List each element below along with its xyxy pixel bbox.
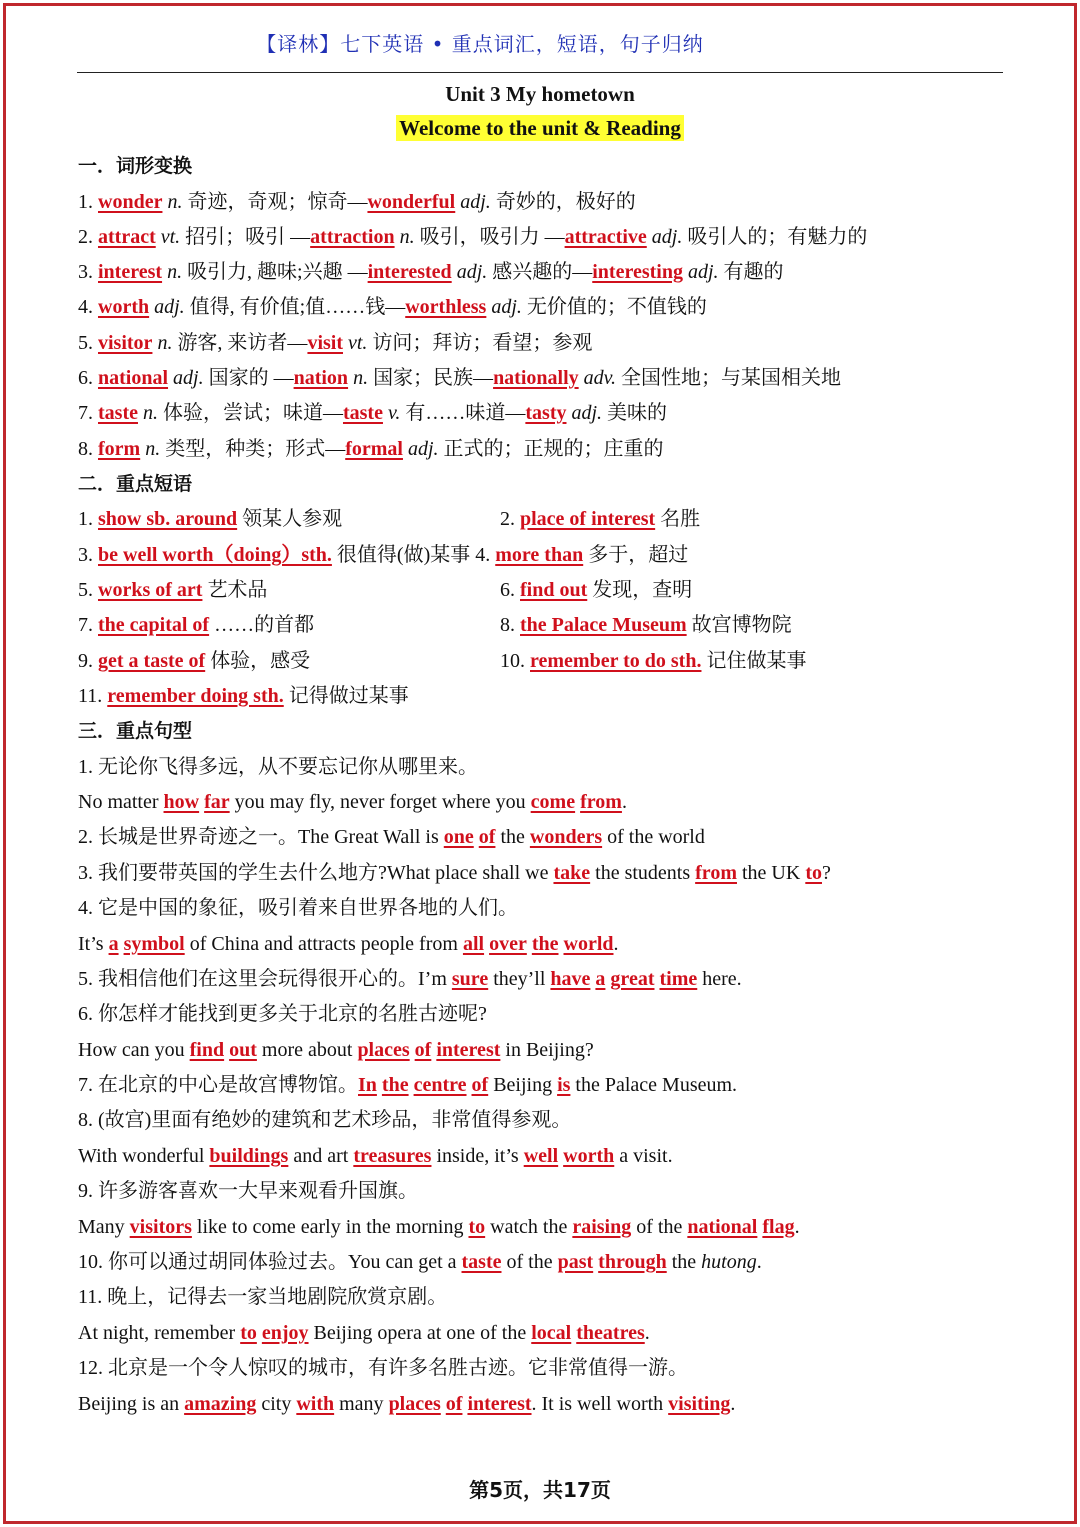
content-line [78,326,592,360]
part-of-speech: adj. [571,402,603,424]
line-text: 类型，种类；形式— [160,438,346,460]
line-text: 9. [78,650,98,672]
line-text: 12. 北京是一个令人惊叹的城市，有许多名胜古迹。它非常值得一游。 [78,1357,688,1379]
line-text: 2. [78,226,98,248]
content-line [78,1068,737,1102]
line-text: 正式的；正规的；庄重的 [438,438,664,460]
line-text: 奇妙的，极好的 [490,191,636,213]
line-text: 访问；拜访；看望；参观 [367,332,593,354]
line-text: 11. 晚上，记得去一家当地剧院欣赏京剧。 [78,1286,448,1308]
part-of-speech: hutong [701,1251,757,1273]
key-answer: wonders [529,826,603,848]
line-text: With wonderful [78,1145,210,1167]
part-of-speech: adj. [460,191,491,213]
line-text: 值得, 有价值;值……钱— [184,296,406,318]
line-text: 7. [78,402,98,424]
line-text: many [334,1393,389,1415]
line-text: 领某人参观 [237,508,343,530]
content-line [78,997,487,1031]
line-text: 3. [78,261,98,283]
part-of-speech: n. [145,438,161,460]
line-text: the students [590,862,696,884]
content-line [78,785,627,819]
content-line [78,1387,735,1421]
line-text: you may fly, never forget where you [229,791,531,813]
key-answer: of [445,1393,463,1415]
unit-title: Unit 3 My hometown [445,82,635,106]
content-line [78,538,688,572]
line-text: 10. 你可以通过胡同体验过去。You can get a [78,1251,462,1273]
line-text: 艺术品 [202,579,268,601]
key-answer: more than [495,544,584,566]
content-line [78,361,841,395]
key-answer: get a taste of [98,650,206,672]
key-answer: visiting [668,1393,731,1415]
key-answer: a [108,933,119,955]
part-of-speech: adj. [687,261,719,283]
key-answer: visit [307,332,343,354]
line-text: 很值得(做)某事 4. [331,544,496,566]
key-answer: the Palace Museum [520,614,687,636]
section-heading-phrases: 二．重点短语 [78,473,193,495]
content-line [500,644,806,678]
line-text: in Beijing? [500,1039,594,1061]
content-line [78,856,831,890]
line-text: 故宫博物院 [686,614,792,636]
key-answer: visitor [98,332,153,354]
key-answer: attract [98,226,156,248]
line-text: 7. 在北京的中心是故宫博物馆。 [78,1074,358,1096]
part-of-speech: adj. [407,438,439,460]
content-line [500,608,792,642]
line-text: 8. (故宫)里面有绝妙的建筑和艺术珍品，非常值得参观。 [78,1109,572,1131]
line-text: inside, it’s [431,1145,524,1167]
key-answer: from [695,862,737,884]
key-answer: one [443,826,474,848]
content-line [78,1103,571,1137]
line-text: 2. 长城是世界奇迹之一。The Great Wall is [78,826,444,848]
content-line [78,1210,800,1244]
content-line [78,396,667,430]
content-line [78,432,664,466]
unit-subtitle-wrap [0,116,1080,141]
key-answer: interested [367,261,452,283]
line-text: 4. 它是中国的象征，吸引着来自世界各地的人们。 [78,897,518,919]
unit-subtitle: Welcome to the unit & Reading [396,115,684,141]
line-text: like to come early in the morning [191,1216,469,1238]
content-line [78,891,518,925]
key-answer: interesting [592,261,683,283]
key-answer: centre [413,1074,467,1096]
content-line [78,1280,447,1314]
key-answer: worth [98,296,150,318]
content-line [78,255,784,289]
key-answer: the capital of [98,614,210,636]
content-line [78,220,867,254]
line-text: 9. 许多游客喜欢一大早来观看升国旗。 [78,1180,418,1202]
key-answer: nationally [493,367,579,389]
content-line [78,750,478,784]
content-line [78,962,742,996]
key-answer: symbol [123,933,185,955]
key-answer: sure [451,968,489,990]
key-answer: places [388,1393,441,1415]
line-text: 名胜 [655,508,701,530]
key-answer: raising [572,1216,632,1238]
content-line [78,608,314,642]
key-answer: past [557,1251,594,1273]
line-text: . [756,1251,762,1273]
content-line [500,573,692,607]
content-line [78,573,267,607]
line-text: . [644,1322,650,1344]
key-answer: of [471,1074,489,1096]
part-of-speech: n. [399,226,415,248]
key-answer: the [531,933,559,955]
part-of-speech: adj. [173,367,204,389]
line-text: 奇迹，奇观；惊奇— [182,191,368,213]
line-text: 有趣的 [718,261,784,283]
key-answer: a [595,968,606,990]
line-text: 发现，查明 [587,579,693,601]
section-heading-sentences: 三．重点句型 [78,720,193,742]
line-text: No matter [78,791,164,813]
line-text: 游客, 来访者— [172,332,308,354]
line-text: the Palace Museum. [570,1074,738,1096]
line-text: 国家；民族— [368,367,494,389]
line-text: At night, remember [78,1322,241,1344]
header-divider [77,72,1003,73]
content-line [78,290,707,324]
key-answer: buildings [209,1145,289,1167]
line-text: 10. [500,650,530,672]
line-text: 3. [78,544,98,566]
line-text: and art [288,1145,354,1167]
key-answer: is [557,1074,571,1096]
key-answer: interest [467,1393,532,1415]
line-text: 7. [78,614,98,636]
key-answer: nation [293,367,349,389]
line-text: 吸引人的；有魅力的 [682,226,868,248]
line-text: of the world [602,826,705,848]
key-answer: have [550,968,591,990]
key-answer: tasty [525,402,567,424]
line-text: 5. 我相信他们在这里会玩得很开心的。I’m [78,968,452,990]
document-header: 【译林】七下英语 • 重点词汇，短语，句子归纳 [256,32,704,56]
page-number: 第5页，共17页 [469,1478,611,1502]
key-answer: out [229,1039,257,1061]
key-answer: how [163,791,200,813]
line-text: 国家的 — [203,367,294,389]
part-of-speech: adj. [456,261,488,283]
line-text: 体验，感受 [205,650,311,672]
part-of-speech: n. [157,332,173,354]
line-text: 1. [78,508,98,530]
key-answer: taste [342,402,383,424]
key-answer: show sb. around [98,508,238,530]
content-line [78,1245,762,1279]
content-line [78,502,342,536]
line-text: of the [501,1251,558,1273]
key-answer: national [687,1216,758,1238]
key-answer: theatres [576,1322,645,1344]
key-answer: wonderful [367,191,456,213]
line-text: . [794,1216,800,1238]
key-answer: worthless [405,296,487,318]
key-answer: national [98,367,169,389]
part-of-speech: adj. [651,226,683,248]
key-answer: with [296,1393,335,1415]
line-text: 5. [78,332,98,354]
line-text: How can you [78,1039,190,1061]
key-answer: places [357,1039,410,1061]
key-answer: of [414,1039,432,1061]
line-text: city [256,1393,297,1415]
part-of-speech: vt. [348,332,368,354]
line-text: Beijing is an [78,1393,185,1415]
key-answer: of [478,826,496,848]
key-answer: form [98,438,141,460]
part-of-speech: n. [142,402,158,424]
content-line [78,679,409,713]
key-answer: remember doing sth. [107,685,284,707]
part-of-speech: adv. [583,367,617,389]
key-answer: attraction [310,226,395,248]
key-answer: interest [436,1039,501,1061]
line-text: 11. [78,685,108,707]
key-answer: time [659,968,698,990]
key-answer: works of art [98,579,203,601]
key-answer: take [553,862,591,884]
content-line [78,1139,673,1173]
line-text: they’ll [488,968,551,990]
content-line [78,1033,594,1067]
line-text: 美味的 [602,402,668,424]
content-line [78,1316,650,1350]
key-answer: In [358,1074,377,1096]
content-line [500,502,700,536]
line-text: here. [697,968,742,990]
key-answer: wonder [98,191,163,213]
line-text: ? [821,862,831,884]
line-text: . It is well worth [531,1393,669,1415]
content-line [78,1351,688,1385]
line-text: 全国性地；与某国相关地 [616,367,842,389]
key-answer: flag [762,1216,795,1238]
content-line [78,644,310,678]
key-answer: interest [98,261,163,283]
line-text: Many [78,1216,130,1238]
key-answer: local [531,1322,572,1344]
line-text: . [730,1393,736,1415]
line-text: 有……味道— [400,402,526,424]
line-text: the UK [736,862,806,884]
key-answer: the [381,1074,409,1096]
key-answer: well [523,1145,559,1167]
line-text: watch the [485,1216,573,1238]
line-text: a visit. [614,1145,673,1167]
line-text: 1. 无论你飞得多远，从不要忘记你从哪里来。 [78,756,478,778]
key-answer: to [805,862,822,884]
key-answer: formal [345,438,403,460]
line-text: Beijing opera at one of the [308,1322,532,1344]
key-answer: to [240,1322,257,1344]
key-answer: far [204,791,230,813]
key-answer: visitors [129,1216,192,1238]
line-text: the [495,826,530,848]
part-of-speech: adj. [154,296,185,318]
key-answer: through [598,1251,667,1273]
key-answer: attractive [564,226,647,248]
key-answer: great [610,968,655,990]
line-text: 8. [500,614,520,636]
line-text: 6. [500,579,520,601]
line-text: 3. 我们要带英国的学生去什么地方?What place shall we [78,862,554,884]
key-answer: taste [98,402,138,424]
line-text: 6. 你怎样才能找到更多关于北京的名胜古迹呢? [78,1003,487,1025]
line-text: 6. [78,367,98,389]
content-line [78,820,705,854]
section-heading-word-forms: 一．词形变换 [78,155,193,177]
key-answer: world [563,933,614,955]
line-text: of the [631,1216,688,1238]
key-answer: come [530,791,576,813]
key-answer: treasures [353,1145,432,1167]
line-text: 8. [78,438,98,460]
line-text: the [666,1251,702,1273]
content-line [78,185,636,219]
key-answer: from [580,791,622,813]
key-answer: all [462,933,485,955]
part-of-speech: adj. [491,296,522,318]
line-text: . [613,933,619,955]
line-text: more about [256,1039,358,1061]
line-text: 记得做过某事 [283,685,409,707]
part-of-speech: n. [167,191,183,213]
part-of-speech: vt. [160,226,181,248]
line-text: 无价值的；不值钱的 [521,296,707,318]
key-answer: enjoy [261,1322,309,1344]
content-line [78,927,619,961]
line-text: 吸引，吸引力 — [414,226,565,248]
key-answer: be well worth（doing）sth. [98,544,332,566]
key-answer: remember to do sth. [530,650,702,672]
part-of-speech: n. [353,367,369,389]
line-text: 4. [78,296,98,318]
line-text: 招引；吸引 — [180,226,311,248]
line-text: . [621,791,627,813]
key-answer: find out [520,579,588,601]
key-answer: worth [563,1145,615,1167]
line-text: 感兴趣的— [487,261,593,283]
line-text: 5. [78,579,98,601]
line-text: of China and attracts people from [184,933,463,955]
key-answer: taste [461,1251,502,1273]
line-text: ……的首都 [209,614,315,636]
content-line [78,1174,418,1208]
key-answer: find [189,1039,225,1061]
line-text: 记住做某事 [701,650,807,672]
line-text: 吸引力, 趣味;兴趣 — [182,261,368,283]
line-text: Beijing [488,1074,558,1096]
key-answer: amazing [184,1393,257,1415]
line-text: 体验，尝试；味道— [157,402,343,424]
line-text: 2. [500,508,520,530]
part-of-speech: n. [167,261,183,283]
key-answer: to [468,1216,486,1238]
part-of-speech: v. [387,402,401,424]
line-text: It’s [78,933,109,955]
line-text: 多于，超过 [583,544,689,566]
key-answer: over [489,933,527,955]
line-text: 1. [78,191,98,213]
key-answer: place of interest [520,508,656,530]
